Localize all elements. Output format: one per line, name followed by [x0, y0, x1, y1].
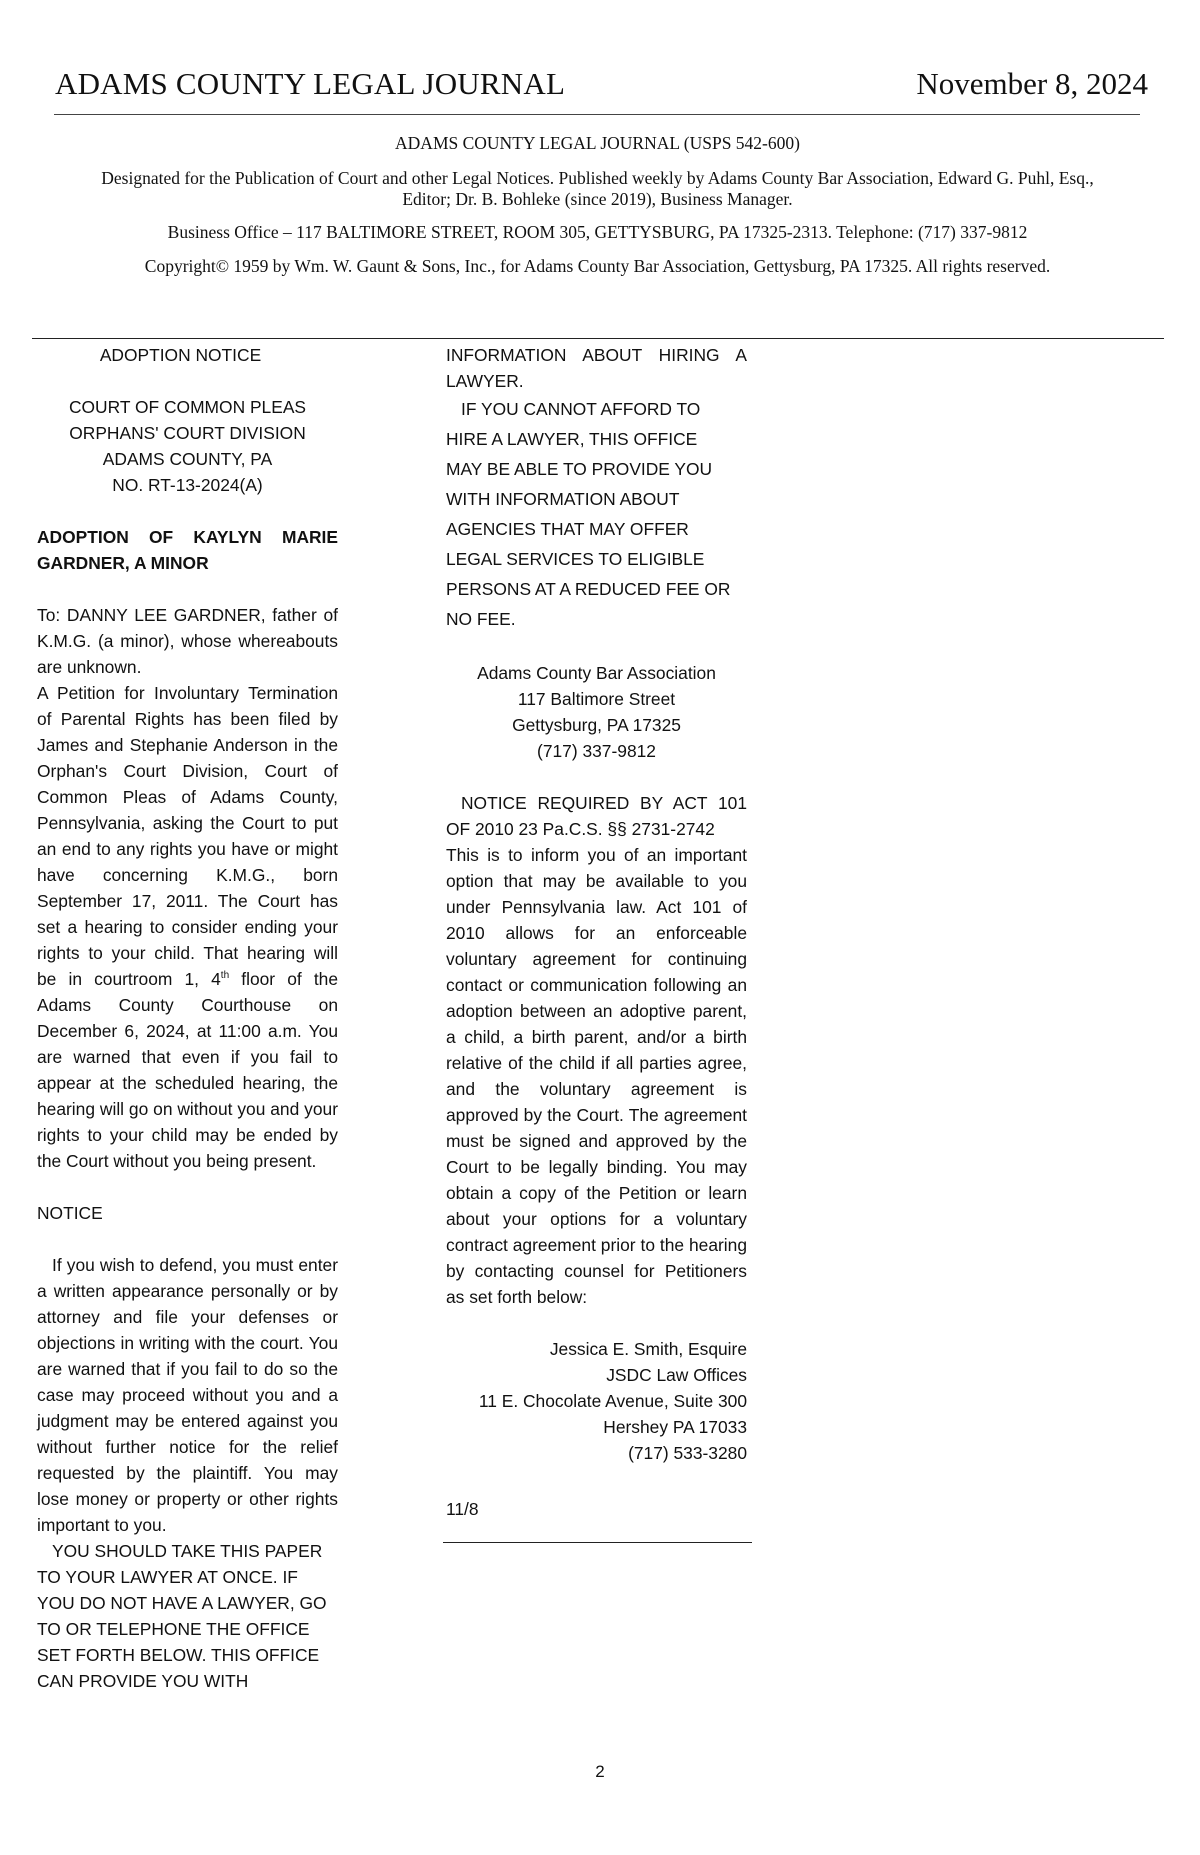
- notice-label: NOTICE: [37, 1203, 103, 1223]
- run-date: 11/8: [446, 1499, 479, 1519]
- ordinal-suffix: th: [220, 970, 230, 982]
- header-divider: [54, 114, 1140, 115]
- counsel-city: Hershey PA 17033: [603, 1417, 747, 1437]
- right-column: [446, 342, 747, 1522]
- masthead-publication-id: ADAMS COUNTY LEGAL JOURNAL (USPS 542-600): [395, 133, 800, 153]
- afford-line-1: IF YOU CANNOT AFFORD TO: [461, 399, 701, 419]
- bar-association-phone: (717) 337-9812: [537, 741, 656, 761]
- defend-paragraph: If you wish to defend, you must enter a written appearance personally or by attorney and file your defenses or objections in writing with the court. You are warned that if you fail to do so the case may proceed without you and a judgment may be entered against you without further notice for the relief requested by the plaintiff. You may lose money or property or other rights important to you.: [37, 1255, 338, 1535]
- act-101-heading: NOTICE REQUIRED BY ACT 101 OF 2010 23 Pa.C.S. §§ 2731-2742: [446, 793, 747, 839]
- bar-association-street: 117 Baltimore Street: [517, 689, 676, 709]
- issue-date: November 8, 2024: [916, 66, 1148, 101]
- masthead-designation: Designated for the Publication of Court and other Legal Notices. Published weekly by Adams County Bar Association, Edward G. Puhl, Esq., Editor; Dr. B. Bohleke (since 2019), Business Manager.: [101, 168, 1094, 209]
- act-101-body: This is to inform you of an important option that may be available to you under Pennsylvania law. Act 101 of 2010 allows for an enforceable voluntary agreement for continuing contact or communication following an adoption between an adoptive parent, a child, a birth parent, and/or a birth relative of the child if all parties agree, and the voluntary agreement is approved by the Court. The agreement must be signed and approved by the Court to be legally binding. You may obtain a copy of the Petition or learn about your options for a voluntary contract agreement prior to the hearing by contacting counsel for Petitioners as set forth below:: [446, 845, 747, 1307]
- addressee-line: To: DANNY LEE GARDNER, father of K.M.G. (a minor), whose whereabouts are unknown.: [37, 605, 338, 677]
- docket-number: NO. RT-13-2024(A): [112, 475, 263, 495]
- notice-heading: ADOPTION NOTICE: [99, 345, 262, 365]
- lawyer-line-2: TO YOUR LAWYER AT ONCE. IF: [37, 1567, 298, 1587]
- afford-line-7: PERSONS AT A REDUCED FEE OR: [446, 579, 731, 599]
- left-column: [37, 342, 338, 1694]
- court-county: ADAMS COUNTY, PA: [102, 449, 273, 469]
- petition-text-part1: A Petition for Involuntary Termination of Parental Rights has been filed by James and Stephanie Anderson in the Orphan's Court Division, Court of Common Pleas of Adams County, Pennsylvania, asking the Court to put an end to any rights you have or might have concerning K.M.G., born September 17, 2011. The Court has set a hearing to consider ending your rights to your child. That hearing will be in courtroom 1, 4: [37, 683, 338, 989]
- masthead-business-office: Business Office – 117 BALTIMORE STREET, ROOM 305, GETTYSBURG, PA 17325-2313. Telephone: (717) 337-9812: [167, 222, 1028, 242]
- bar-association-city: Gettysburg, PA 17325: [512, 715, 681, 735]
- petition-text-part2: floor of the Adams County Courthouse on December 6, 2024, at 11:00 a.m. You are warned that even if you fail to appear at the scheduled hearing, the hearing will go on without you and your rights to your child may be ended by the Court without you being present.: [37, 969, 338, 1171]
- notice-end-divider: [443, 1542, 752, 1543]
- court-division: ORPHANS' COURT DIVISION: [69, 423, 306, 443]
- afford-line-5: AGENCIES THAT MAY OFFER: [446, 519, 689, 539]
- bar-association-name: Adams County Bar Association: [477, 663, 716, 683]
- counsel-firm: JSDC Law Offices: [606, 1365, 747, 1385]
- masthead-copyright: Copyright© 1959 by Wm. W. Gaunt & Sons, Inc., for Adams County Bar Association, Gettysburg, PA 17325. All rights reserved.: [144, 256, 1051, 276]
- lawyer-line-3: YOU DO NOT HAVE A LAWYER, GO: [37, 1593, 327, 1613]
- journal-title: ADAMS COUNTY LEGAL JOURNAL: [55, 66, 566, 101]
- counsel-phone: (717) 533-3280: [628, 1443, 747, 1463]
- afford-line-8: NO FEE.: [446, 609, 516, 629]
- lawyer-line-6: CAN PROVIDE YOU WITH: [37, 1671, 249, 1691]
- case-caption: ADOPTION OF KAYLYN MARIE GARDNER, A MINOR: [37, 527, 338, 573]
- court-name: COURT OF COMMON PLEAS: [68, 397, 307, 417]
- page-number: 2: [595, 1762, 605, 1781]
- petition-paragraph: [37, 680, 338, 1174]
- counsel-name: Jessica E. Smith, Esquire: [549, 1339, 747, 1359]
- lawyer-line-5: SET FORTH BELOW. THIS OFFICE: [37, 1645, 320, 1665]
- section-divider: [32, 338, 1164, 339]
- lawyer-line-1: YOU SHOULD TAKE THIS PAPER: [52, 1541, 323, 1561]
- afford-line-4: WITH INFORMATION ABOUT: [446, 489, 680, 509]
- afford-line-6: LEGAL SERVICES TO ELIGIBLE: [446, 549, 705, 569]
- info-hiring-lawyer: INFORMATION ABOUT HIRING A LAWYER.: [446, 345, 747, 391]
- afford-line-2: HIRE A LAWYER, THIS OFFICE: [446, 429, 698, 449]
- counsel-street: 11 E. Chocolate Avenue, Suite 300: [478, 1391, 747, 1411]
- lawyer-line-4: TO OR TELEPHONE THE OFFICE: [37, 1619, 310, 1639]
- afford-line-3: MAY BE ABLE TO PROVIDE YOU: [446, 459, 713, 479]
